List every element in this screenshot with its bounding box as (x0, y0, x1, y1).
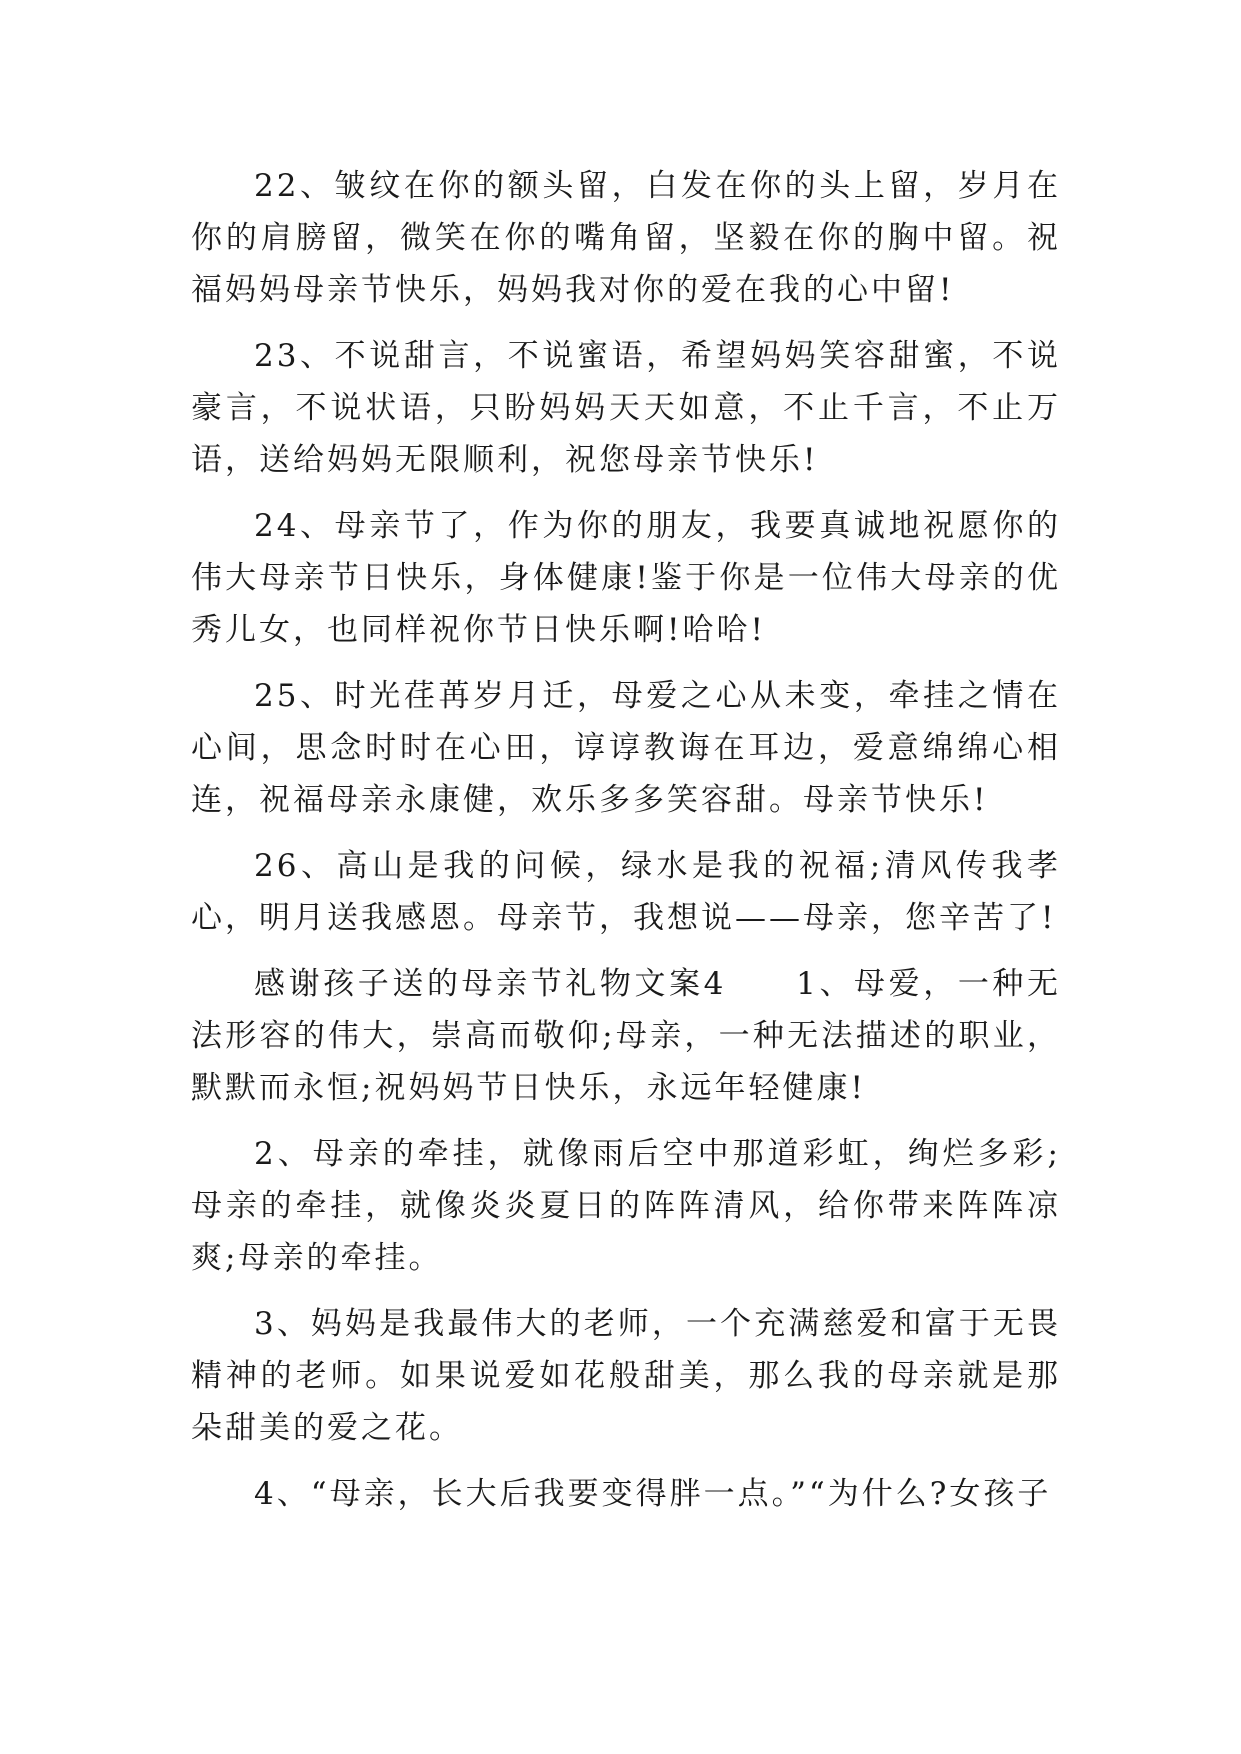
paragraph-2: 2、母亲的牵挂，就像雨后空中那道彩虹，绚烂多彩;母亲的牵挂，就像炎炎夏日的阵阵清风，给你带来阵阵凉爽;母亲的牵挂。 (191, 1136, 1061, 1276)
paragraph-24: 24、母亲节了，作为你的朋友，我要真诚地祝愿你的伟大母亲节日快乐，身体健康!鉴于你是一位伟大母亲的优秀儿女，也同样祝你节日快乐啊!哈哈! (191, 508, 1061, 648)
paragraph-23: 23、不说甜言，不说蜜语，希望妈妈笑容甜蜜，不说豪言，不说状语，只盼妈妈天天如意，不止千言，不止万语，送给妈妈无限顺利，祝您母亲节快乐! (191, 338, 1061, 478)
section-heading-paragraph-1: 感谢孩子送的母亲节礼物文案4 1、母爱，一种无法形容的伟大，崇高而敬仰;母亲，一种无法描述的职业，默默而永恒;祝妈妈节日快乐，永远年轻健康! (191, 966, 1061, 1106)
paragraph-22: 22、皱纹在你的额头留，白发在你的头上留，岁月在你的肩膀留，微笑在你的嘴角留，坚毅在你的胸中留。祝福妈妈母亲节快乐，妈妈我对你的爱在我的心中留! (191, 168, 1061, 308)
paragraph-3: 3、妈妈是我最伟大的老师，一个充满慈爱和富于无畏精神的老师。如果说爱如花般甜美，那么我的母亲就是那朵甜美的爱之花。 (191, 1306, 1061, 1446)
document-body (191, 160, 1061, 1534)
paragraph-25: 25、时光荏苒岁月迁，母爱之心从未变，牵挂之情在心间，思念时时在心田，谆谆教诲在耳边，爱意绵绵心相连，祝福母亲永康健，欢乐多多笑容甜。母亲节快乐! (191, 678, 1061, 818)
paragraph-26: 26、高山是我的问候，绿水是我的祝福;清风传我孝心，明月送我感恩。母亲节，我想说——母亲，您辛苦了! (191, 848, 1061, 936)
paragraph-4: 4、“母亲，长大后我要变得胖一点。”“为什么?女孩子 (254, 1476, 1052, 1512)
